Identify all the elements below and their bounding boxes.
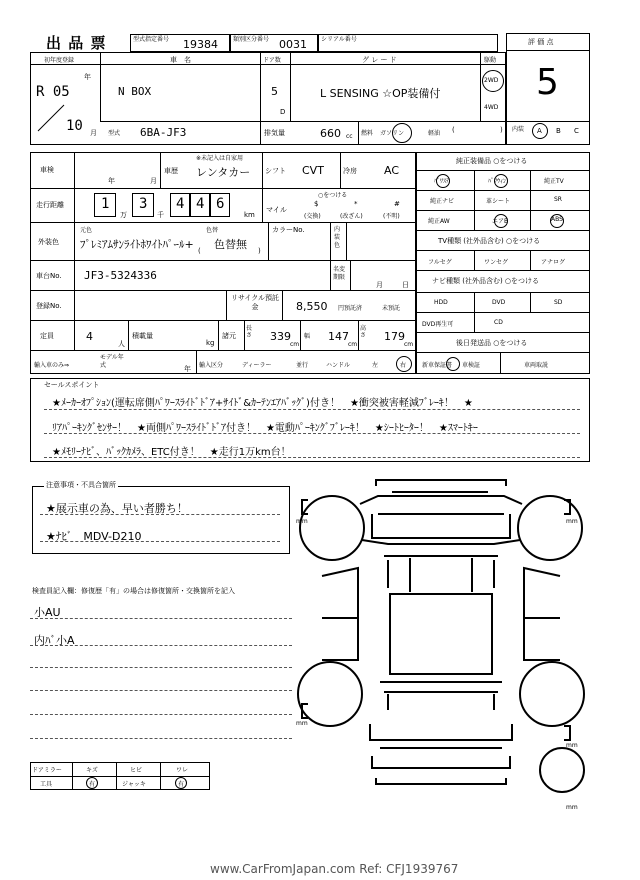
later-item-2: 車検証 [462,362,481,369]
tools-h-1: ドアミラー [32,767,62,774]
digit-4: 4 [196,196,205,212]
cc-unit: cc [346,133,353,140]
import-dealer: ディーラー [242,362,272,369]
model-label: 車 名 [170,56,191,64]
type-number: 19384 [183,38,218,51]
mm-rear-right: mm [566,804,578,811]
inspector-label: 検査員記入欄：修復歴「有」の場合は修復箇所・交換箇所を記入 [32,587,235,595]
name-change-label: 名変期限 [333,266,346,281]
shaken-label: 車検 [40,166,54,174]
drive-label: 駆動 [484,57,497,64]
tv-item-2: ワンセグ [484,259,509,266]
km-unit: km [244,211,255,219]
tampered-option: * [354,200,358,208]
digit-2: 3 [139,196,148,212]
tools-h-3: ヒビ [130,767,143,774]
drive-4wd: 4WD [484,104,499,111]
registration-era: R 05 [36,84,70,100]
mm-rear-left: mm [296,720,308,727]
exchange-sub: (交換) [304,213,321,220]
handle-left: 左 [372,362,379,369]
interior-b: B [556,127,561,135]
model-year-unit: 年 [184,365,191,373]
document-title: 出 品 票 [46,34,107,52]
handle-label: ハンドル [326,362,351,369]
length-cm: cm [290,341,300,348]
fuel-gasoline: ガソリン [380,130,405,137]
capacity-label: 定員 [40,332,54,340]
recycle-unpaid: 未預託 [382,305,401,312]
ac-label: 冷房 [343,167,357,175]
load-label: 積載量 [132,332,153,340]
equip-item-6: SR [554,196,562,203]
fuel-label: 燃料 [361,130,374,137]
mm-spare: mm [566,742,578,749]
equip-item-7: 純正AW [428,218,450,225]
unknown-sub: (不明) [383,213,400,220]
interior-c: C [574,127,579,135]
recycle-paid: 円預託済 [338,305,363,312]
class-number: 0031 [279,38,307,51]
height-cm: cm [404,341,414,348]
digit-box-2 [132,193,154,217]
serial-number-label: シリアル番号 [321,36,357,43]
digit-box-4 [190,193,210,217]
model-year-label: モデル年式 [100,354,124,369]
chassis-label: 車台No. [36,272,62,280]
capacity-value: 4 [86,330,93,343]
tools-h-4: ワレ [176,767,189,774]
mile-option: マイル [266,206,287,214]
nav-title: ナビ種類 (社外品含む) ○をつける [432,277,540,285]
later-item-1: 新車保証書 [422,362,453,369]
recycle-amount: 8,550 [296,300,328,313]
score-value: 5 [536,62,559,103]
equip-item-2: ﾊﾟﾜｳｨﾝ [488,178,507,185]
color-label: 外装色 [38,238,59,246]
equip-item-3: 純正TV [544,178,564,185]
color-paren-close: ) [258,247,261,255]
equip-item-9: ABS [551,216,563,223]
equip-item-1: ﾊﾟﾜｽﾃ [434,178,450,185]
equip-item-8: エアB [492,218,509,225]
width-label: 幅 [304,333,311,340]
fuel-circle [392,123,412,143]
later-item-3: 車両取説 [524,362,549,369]
doors-value: 5 [271,85,278,98]
chassis-value: JF3-5324336 [84,269,157,282]
score-label: 評 価 点 [528,38,554,46]
nav-item-5: CD [494,319,503,326]
displacement-label: 排気量 [264,129,285,137]
sales-point-line-1: ★ﾒｰｶｰｵﾌﾟｼｮﾝ(運転席側ﾊﾟﾜｰｽﾗｲﾄﾞﾄﾞｱ+ｻｲﾄﾞ&ｶｰﾃﾝｴｱﾊﾞｯｸﾞ)付き！ ★衝突被害軽減ﾌﾞﾚｰｷ！ ★ [52,398,473,409]
width-value: 147 [328,330,349,343]
tools-r-1: 工具 [40,781,53,788]
shift-label: シフト [265,167,286,175]
kg-unit: kg [206,339,215,347]
color-paren: ( [198,247,201,255]
color-number-label: カラーNo. [272,226,305,234]
usage-label: 車歴 [164,167,178,175]
nav-item-1: HDD [434,299,448,306]
tools-r-3: ジャッキ [122,781,146,788]
model-name: N BOX [118,85,152,98]
tv-item-3: アナログ [541,259,566,266]
type-number-box [130,34,230,52]
sales-point-line-3: ★ﾒﾓﾘｰﾅﾋﾞ、ﾊﾞｯｸｶﾒﾗ、ETC付き！ ★走行1万km台！ [52,447,291,458]
interior-color-label: 内装色 [334,226,341,249]
type-label: 型式 [108,130,121,137]
ac-value: AC [384,164,400,177]
import-parallel: 並行 [296,362,309,369]
note-line-1: ★展示車の為、早い者勝ち！ [46,502,188,515]
class-number-label: 類別区分番号 [233,36,270,43]
nav-item-3: SD [554,299,563,306]
serial-number-box [318,34,498,52]
first-registration-label: 初年度登録 [44,57,75,64]
usage-note: ※未記入は自家用 [196,155,244,162]
inspector-line-2: 内ﾊﾞ小A [34,634,75,647]
tampered-sub: (改ざん) [340,213,363,220]
persons-unit: 人 [118,340,125,348]
grade-label: グ レ ー ド [362,56,397,64]
interior-label: 内装 [512,126,525,133]
tools-r-2: 有 [89,781,96,788]
inspector-line-1: 小AU [34,606,61,619]
recycle-label: リサイクル預託金 [230,294,280,311]
sales-point-line-2: ﾘｱﾊﾟｰｷﾝｸﾞｾﾝｻｰ！ ★両側ﾊﾟﾜｰｽﾗｲﾄﾞﾄﾞｱ付き！ ★電動ﾊﾟｰｷﾝｸﾞﾌﾞﾚｰｷ！ ★ｼｰﾄﾋｰﾀｰ！ ★ｽﾏｰﾄｷｰ [52,423,478,434]
handle-right: 右 [400,362,407,369]
notes-label: 注意事項・不具合箇所 [46,481,116,489]
height-label: 高さ [360,325,367,339]
repaint-value: 色替無 [214,238,247,251]
tv-title: TV種類 (社外品含む) ○をつける [438,237,541,245]
mm-front-left: mm [296,518,308,525]
fuel-diesel: 軽油 [428,130,441,137]
digit-3: 4 [176,196,185,212]
tv-item-1: フルセグ [428,259,452,266]
tools-h-2: キズ [86,767,98,774]
registration-month: 10 [66,118,83,134]
month-unit: 月 [90,129,97,137]
equip-item-4: 純正ナビ [430,198,455,205]
mm-front-right: mm [566,518,578,525]
import-label: 輸入車のみ⇒ [34,362,70,369]
note-line-2: ★ﾅﾋﾞ MDV-D210 [46,530,142,543]
width-cm: cm [348,341,358,348]
later-title: 後日発送品 ○をつける [456,339,528,347]
mileage-mark-label: ○をつける [318,192,348,199]
grade-value: L SENSING ☆OP装備付 [320,87,441,100]
unknown-option: # [394,200,400,208]
sales-points-label: セールスポイント [44,381,100,389]
shift-value: CVT [302,164,324,177]
height-value: 179 [384,330,405,343]
doors-label: ドア数 [263,57,281,64]
tools-r-4: 有 [178,781,185,788]
type-value: 6BA-JF3 [140,126,187,139]
shaken-year: 年 [108,177,115,185]
usage-value: レンタカー [196,166,251,179]
length-label: 長さ [246,325,253,339]
shaken-month: 月 [150,177,157,185]
exchange-option: $ [314,200,319,208]
fuel-paren: ( [452,126,455,134]
digit-box-3 [170,193,190,217]
fuel-paren-close: ) [500,126,503,134]
digit-5: 6 [216,196,225,212]
name-change-day: 日 [402,281,409,289]
digit-box-5 [210,193,230,217]
repaint-label: 色替 [206,227,219,234]
digit-box-1 [94,193,116,217]
class-number-box [230,34,318,52]
length-value: 339 [270,330,291,343]
nav-item-4: DVD再生可 [422,321,454,328]
footer-reference: www.CarFromJapan.com Ref: CFJ1939767 [210,862,459,876]
equipment-title: 純正装備品 ○をつける [456,157,528,165]
dims-label: 諸元 [222,332,236,340]
doors-d: D [280,108,286,116]
mileage-label: 走行距離 [36,201,64,209]
orig-color-label: 元色 [80,227,93,234]
color-value: ﾌﾟﾚﾐｱﾑｻﾝﾗｲﾄﾎﾜｲﾄﾊﾟｰﾙ+ [80,238,194,251]
interior-a: A [537,127,542,135]
name-change-month: 月 [376,281,383,289]
man-unit: 万 [120,211,127,219]
year-unit: 年 [84,73,91,81]
type-number-label: 型式指定番号 [133,36,170,43]
import-type-label: 輸入区分 [199,362,224,369]
displacement-value: 660 [320,127,341,140]
car-diagram [292,478,592,808]
registration-label: 登録No. [36,302,62,310]
drive-2wd: 2WD [484,77,499,84]
digit-1: 1 [101,196,110,212]
sen-unit: 千 [157,211,164,219]
nav-item-2: DVD [492,299,506,306]
equip-item-5: 革シート [486,198,511,205]
